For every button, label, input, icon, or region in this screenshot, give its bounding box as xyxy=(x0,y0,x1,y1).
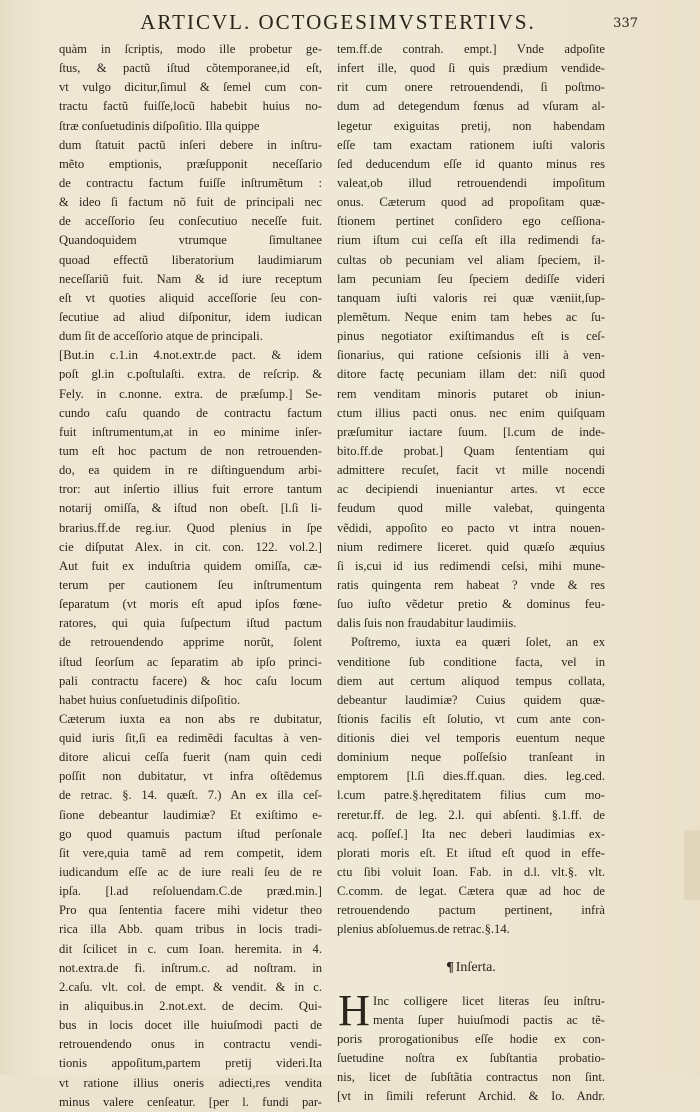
text-line: habet huius conſuetudinis diſpoſitio. xyxy=(59,692,241,707)
text-line: ctu ſibi voluit Ioan. Fab. in d.l. vlt.§. vlt. xyxy=(337,865,605,880)
text-line: do, ea quidem in re diſtinguendum arbi- xyxy=(59,463,322,478)
text-line: ſtræ conſuetudinis diſpoſitio. Illa quippe xyxy=(59,118,260,133)
text-line: poris prorogationibus eſſe hodie ex con- xyxy=(337,1031,605,1046)
text-line: vẽdidi, appoſito eo pacto vt intra nouen- xyxy=(337,520,605,535)
text-line: onus. Cæterum quod ad propoſitam quæ- xyxy=(337,195,605,210)
text-line: quàm in ſcriptis, modo ille probetur ge- xyxy=(59,42,322,56)
text-line: Aut fuit ex induſtria quidem omiſſa, cæ- xyxy=(59,558,322,573)
text-line: minus valere cenſeatur. [per l. fundi par- xyxy=(59,1094,322,1109)
text-line: ſit vere,quia tamẽ ad rem competit, idem xyxy=(59,845,322,860)
text-line: tem.ff.de contrah. empt.] Vnde adpoſite xyxy=(337,42,605,56)
text-line: debeantur laudimiæ? Cuius quidem quæ- xyxy=(337,692,605,707)
text-line: bus in locis docet ille huiuſmodi pacti de xyxy=(59,1018,322,1033)
text-line: rit cum onere retrouendendi, ſi poſtmo- xyxy=(337,80,605,95)
text-line: eſſe tam exactam rationem iuſti valoris xyxy=(337,137,605,152)
text-line: & ideo ſi factum nõ fuit de principali nec xyxy=(59,195,322,210)
text-line: legetur exiguitas pretij, non habendam xyxy=(337,118,605,133)
drop-cap-initial: H xyxy=(338,985,370,1035)
text-line: Poſtremo, iuxta ea quæri ſolet, an ex xyxy=(351,635,605,650)
text-line: ſed deducendum eſſe id quanto minus res xyxy=(337,156,605,171)
text-line: diem aut certum aliquod tempus collata, xyxy=(337,673,605,688)
text-line: nis, licet de ſubſtãtia contractus non ſint. xyxy=(337,1070,605,1085)
text-line: dum ſit de acceſſorio atque de principali. xyxy=(59,329,263,344)
text-line: pali contractu facere) & hoc caſu locum xyxy=(59,673,322,688)
text-line: ſeparatum (vt moris eſt apud ipſos fœne- xyxy=(59,597,322,612)
text-line: quid iuris ſit,ſi ea redimẽdi facultas à ven- xyxy=(59,731,322,746)
text-line: dum ſtatuit pactũ inſeri debere in inſtru- xyxy=(59,137,322,152)
text-line: poſt gl.in c.poſtulaſti. extra. de reſcrip. & xyxy=(59,367,322,382)
text-line: neceſſariũ fuit. Nam & id iure receptum xyxy=(59,271,322,286)
text-line: dum ad detegendum fœnus ad vſuram al- xyxy=(337,99,605,114)
text-line: not.extra.de fi. inſtrum.c. ad noſtram. in xyxy=(59,960,322,975)
text-line: ctum illius pacti onus. nec enim quiſquam xyxy=(337,405,605,420)
text-line: retrouendendo onus in contractu vendi- xyxy=(59,1037,322,1052)
text-line: notarij omiſſa, & iſtud non obeſt. [l.ſi li- xyxy=(59,501,322,516)
section-heading xyxy=(337,958,605,980)
text-line: ditore alicui ceſſa fuerit (nam quin cedi xyxy=(59,750,322,765)
text-line: tum eſt hoc pactum de non retrouenden- xyxy=(59,443,322,458)
text-line: fuit inſtrumentum,at in eo minime inſer- xyxy=(59,424,322,439)
text-line: C.comm. de legat. Cætera quæ ad hoc de xyxy=(337,884,605,899)
text-line: ratores, qui quia ſuſpectum iſtud pactum xyxy=(59,616,322,631)
text-line: ratis quingenta rem habeat ? vnde & res xyxy=(337,577,605,592)
text-line: ſuetudine noſtra ex ſubſtantia probatio- xyxy=(337,1051,605,1066)
text-line: [vt in ſimili referunt Archid. & Io. Andr. xyxy=(337,1089,605,1104)
text-line: bito.ff.de probat.] Quam ſententiam qui xyxy=(337,443,605,458)
text-line: ſtus, & pactũ iſtud cõtemporanee,id eſt, xyxy=(59,61,322,76)
text-line: præſumitur iactare ſuum. [l.cum de inde- xyxy=(337,424,605,439)
text-line: iudicandum eſſe ac de iure reali ſeu de re xyxy=(59,865,322,880)
text-line: infert ille, quod ſi quis prædium vendide- xyxy=(337,61,605,76)
text-line: mẽto emptionis, præſupponit neceſſario xyxy=(59,156,322,171)
section-body-lines xyxy=(337,985,605,1107)
text-line: plorati moris eſt. Et iſtud eſt quod in effe- xyxy=(337,845,605,860)
right-column-body xyxy=(337,40,605,940)
text-line: 2.caſu. vlt. col. de empt. & vendit. & in c. xyxy=(59,979,322,994)
text-line: rem venditam minoris putaret ob iniun- xyxy=(337,386,605,401)
text-line: Cæterum iuxta ea non abs re dubitatur, xyxy=(59,711,322,726)
text-line: dit ſcilicet in c. cum Ioan. heremita. in 4. xyxy=(59,941,322,956)
text-line: [But.in c.1.in 4.not.extr.de pact. & idem xyxy=(59,348,322,363)
text-line: Quandoquidem vtrumque ſimultanee xyxy=(59,233,322,248)
text-line: ac decipiendi inueniantur artes. vt ecce xyxy=(337,482,605,497)
text-line: eſt vt quoties aliquid acceſſorie ſeu con- xyxy=(59,290,322,305)
text-line: brarius.ff.de reg.iur. Quod plenius in ſpe xyxy=(59,520,322,535)
text-line: de retrac. §. 14. quæſt. 7.) An ex illa ceſ- xyxy=(59,788,322,803)
text-line: dalis ſuis non fraudabitur laudimiis. xyxy=(337,616,517,631)
text-line: acq. poſſeſ.] Ita nec deberi laudimias ex- xyxy=(337,826,605,841)
text-line: cultas ob pecuniam vel aliam ſpeciem, il- xyxy=(337,252,605,267)
text-line: go quod quamuis pactum iſtud perſonale xyxy=(59,826,322,841)
text-line: vt ratione illius oneris adiecti,res vendita xyxy=(59,1075,322,1090)
text-line: feudum quod mille valebat, quingenta xyxy=(337,501,605,516)
text-line: nium redimere liceret. quid quæſo æquius xyxy=(337,539,605,554)
text-line: ſuo iuſto vẽdetur pretio & dominus feu- xyxy=(337,597,605,612)
margin-edge-shadow xyxy=(684,830,700,900)
text-line: de contractu factum fuiſſe inſtrumẽtum : xyxy=(59,175,322,190)
text-line: ditore factę pecuniam illam det: niſi quod xyxy=(337,367,605,382)
text-line: tror: aut inſertio illius fuit errore tantum xyxy=(59,482,322,497)
text-line: quoad effectũ liberatorium laudimiarum xyxy=(59,252,322,267)
text-line: rium iſtum cui ceſſa eſt illa redimendi fa- xyxy=(337,233,605,248)
text-line: ipſa. [l.ad reſoluendam.C.de præd.min.] xyxy=(59,884,322,899)
text-line: ſecutiue ad aliud diſponitur, idem iudican xyxy=(59,309,322,324)
section-body xyxy=(337,985,605,1107)
text-line: dominium neque poſſeſsio tranſeant in xyxy=(337,750,605,765)
text-line: pinus negotiator exiſtimandus eſt is ceſ- xyxy=(337,329,605,344)
text-line: vt vulgo dicitur,ſimul & ſemel cum con- xyxy=(59,80,322,95)
text-line: ditionis diei vel temporis euentum neque xyxy=(337,731,605,746)
page-number: 337 xyxy=(613,16,638,31)
text-line: Pro qua ſententia facere mihi videtur theo xyxy=(59,903,322,918)
text-line: reretur.ff. de leg. 2.l. qui abſenti. §.1.ff. de xyxy=(337,807,605,822)
running-head xyxy=(60,10,660,38)
text-line: lam pecuniam ſeu ſpeciem dediſſe videri xyxy=(337,271,605,286)
running-title: ARTICVL. OCTOGESIMVSTERTIVS. xyxy=(140,10,536,34)
text-line: iſtud ſeorſum ac ſeparatim ab ipſo princi- xyxy=(59,654,322,669)
text-line: rica illa Abb. quam tribus in locis tradi- xyxy=(59,922,322,937)
text-line: emptorem [l.ſi dies.ff.quan. dies. leg.ced. xyxy=(337,769,605,784)
text-line: ſi is,cui id ius redimendi ceſsi, mihi mune- xyxy=(337,558,605,573)
text-line: terum per cautionem ſeu inſtrumentum xyxy=(59,577,322,592)
text-line: ſtionis facilis eſt ſolutio, vt cum ante con- xyxy=(337,711,605,726)
text-line: l.cum patre.§.hęreditatem filius cum mo- xyxy=(337,788,605,803)
text-line: ſtionem pertinet conſidero ego ceſſiona- xyxy=(337,214,605,229)
text-line: menta ſuper huiuſmodi pactis ac tẽ- xyxy=(373,1012,605,1027)
text-line: de acceſſorio ſeu conſecutiuo neceſſe fuit. xyxy=(59,214,322,229)
text-line: Inc colligere licet literas ſeu inſtru- xyxy=(373,993,605,1008)
text-line: plenius abſoluemus.de retrac.§.14. xyxy=(337,922,510,937)
text-line: ſionarius, qui ratione ceſsionis illi à ven- xyxy=(337,348,605,363)
section-heading-text: Inſerta. xyxy=(455,959,496,975)
text-line: poſſit non dubitatur, vt infra oſtẽdemus xyxy=(59,769,322,784)
right-text-column xyxy=(337,40,605,1106)
text-line: plemẽtum. Neque enim tam hebes ac ſu- xyxy=(337,309,605,324)
text-line: venditione ſub conditione facta, vel in xyxy=(337,654,605,669)
text-line: cie diſputat Alex. in cit. con. 122. vol.2.] xyxy=(59,539,322,554)
text-line: Fely. in c.nonne. extra. de præſump.] Se- xyxy=(59,386,322,401)
text-line: ſione debeantur laudimiæ? Et exiſtimo e- xyxy=(59,807,322,822)
pilcrow-mark: ¶ xyxy=(446,959,454,975)
text-line: de retrouendendo apprime norũt, ſolent xyxy=(59,635,322,650)
left-text-column xyxy=(59,40,322,1112)
text-line: tanquam iuſti valoris rei quæ væniit,ſup- xyxy=(337,290,605,305)
text-line: admittere recuſet, facit vt mille nocendi xyxy=(337,463,605,478)
text-line: tionis appoſitum,partem pretij videri.Ita xyxy=(59,1056,322,1071)
text-line: retrouendendo pactum pertinent, infrà xyxy=(337,903,605,918)
text-line: in aliquibus.in 2.not.ext. de decim. Qui- xyxy=(59,999,322,1014)
text-line: tractu factũ fuiſſe,locũ habebit huius no- xyxy=(59,99,322,114)
text-line: valeat,ob illud retrouendendi impoſitum xyxy=(337,175,605,190)
text-line: cundo caſu quando de contractu factum xyxy=(59,405,322,420)
